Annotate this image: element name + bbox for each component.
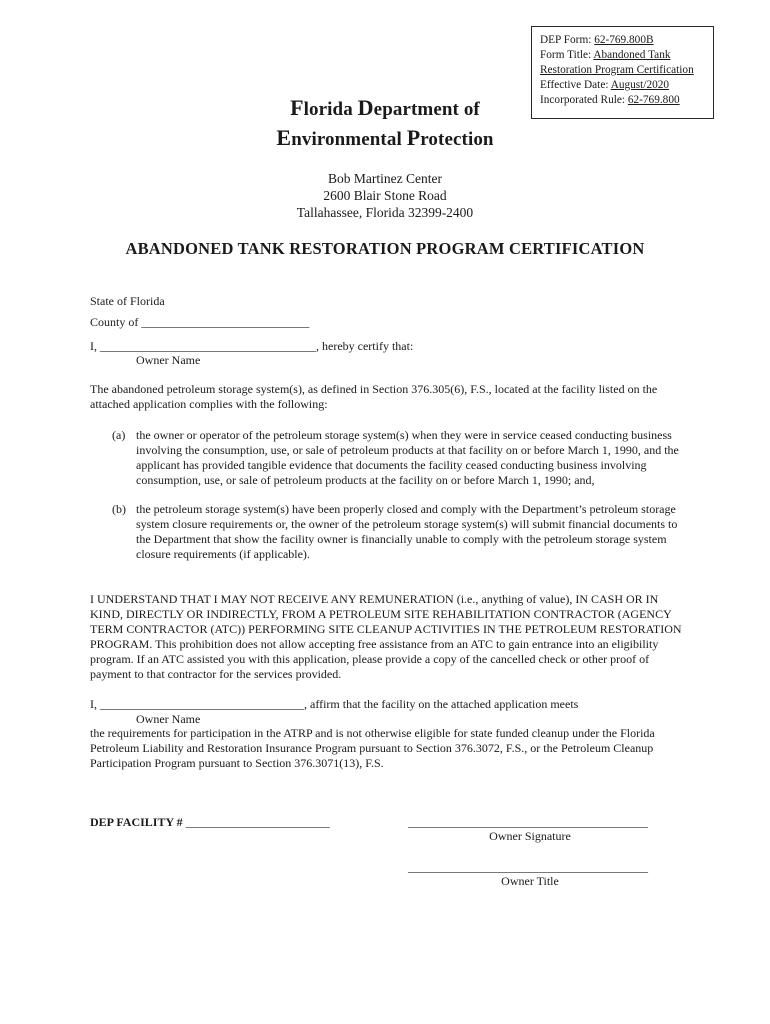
form-title-label: Form Title: xyxy=(540,49,594,61)
form-number-line xyxy=(540,33,713,48)
facility-number-label: DEP FACILITY # xyxy=(90,815,186,829)
list-item-text: the owner or operator of the petroleum storage system(s) when they were in service ceased conducting business involving the consumption, use, or sale of petroleum products at that facility on or before March 1, 1990, and the applicant has provided tangible evidence that documents the facility ceased conducting business involving consumption, use, or sale of petroleum products at the facility on or before March 1, 1990; and, xyxy=(136,428,679,487)
form-number-label: DEP Form: xyxy=(540,34,595,46)
list-item-b xyxy=(112,502,682,562)
address-line-3: Tallahassee, Florida 32399-2400 xyxy=(296,205,474,220)
form-title-line xyxy=(540,48,713,63)
incorporated-rule-value: 62-769.800 xyxy=(627,94,680,106)
agency-name-line-2: Environmental Protection xyxy=(276,125,494,150)
affirm-paragraph: the requirements for participation in the ATRP and is not otherwise eligible for state funded cleanup under the Florida Petroleum Liability and Restoration Insurance Program pursuant to Section 376.3072, F.S., or the Petroleum Cleanup Participation Program pursuant to Section 376.3071(13), F.S. xyxy=(90,726,655,770)
list-item-text: the petroleum storage system(s) have been properly closed and comply with the Department’s petroleum storage system closure requirements or, the owner of the petroleum storage system(s) will submit financial documents to the Department that show the facility owner is financially unable to comply with the petroleum storage system closure requirements (if applicable). xyxy=(136,502,678,561)
intro-paragraph: The abandoned petroleum storage system(s), as defined in Section 376.305(6), F.S., located at the facility listed on the attached application complies with the following: xyxy=(90,382,658,411)
affirm-owner-name-label: Owner Name xyxy=(136,712,201,726)
facility-number-blank[interactable]: ________________________ xyxy=(185,815,330,829)
owner-title-field[interactable]: ________________________________________ xyxy=(408,860,648,874)
county-field[interactable]: County of ____________________________ xyxy=(90,315,310,329)
form-title-value: Abandoned Tank xyxy=(593,49,671,61)
incorporated-rule-line xyxy=(540,93,713,108)
address-line-2: 2600 Blair Stone Road xyxy=(323,188,447,203)
incorporated-rule-label: Incorporated Rule: xyxy=(540,94,628,106)
form-title-value-2: Restoration Program Certification xyxy=(540,64,694,76)
list-item-a xyxy=(112,428,682,488)
form-number-value: 62-769.800B xyxy=(594,34,654,46)
owner-title-label: Owner Title xyxy=(501,874,559,888)
state-line: State of Florida xyxy=(90,294,165,308)
list-item-label: (b) xyxy=(112,502,126,516)
remuneration-notice: I UNDERSTAND THAT I MAY NOT RECEIVE ANY REMUNERATION (i.e., anything of value), IN CASH OR IN KIND, DIRECTLY OR INDIRECTLY, FROM A PETROLEUM SITE REHABILITATION CONTRACTOR (AGENCY TERM CONTRACTOR (ATC)) PERFORMING SITE CLEANUP ACTIVITIES IN THE PETROLEUM RESTORATION PROGRAM. This prohibition does not allow accepting free assistance from an ATC to gain entrance into an eligibility program. If an ATC assisted you with this application, please provide a copy of the cancelled check or other proof of payment to that contractor for the services provided. xyxy=(90,592,682,681)
address-line-1: Bob Martinez Center xyxy=(328,171,442,186)
owner-name-label: Owner Name xyxy=(136,353,201,367)
effective-date-line xyxy=(540,78,713,93)
facility-number-field[interactable] xyxy=(90,815,330,830)
owner-name-certify-field[interactable]: I, ____________________________________, hereby certify that: xyxy=(90,339,414,353)
list-item-label: (a) xyxy=(112,428,126,442)
effective-date-value: August/2020 xyxy=(610,79,670,91)
agency-name xyxy=(250,94,520,154)
form-info-box xyxy=(531,26,714,119)
form-title-line-2 xyxy=(540,63,713,78)
agency-name-line-1: Florida Department of xyxy=(290,95,480,120)
owner-signature-field[interactable]: ________________________________________ xyxy=(408,815,648,829)
owner-signature-label: Owner Signature xyxy=(489,829,571,843)
document-title: ABANDONED TANK RESTORATION PROGRAM CERTIFICATION xyxy=(125,239,645,258)
owner-name-affirm-field[interactable]: I, __________________________________, affirm that the facility on the attached application meets xyxy=(90,697,579,711)
effective-date-label: Effective Date: xyxy=(540,79,611,91)
agency-address xyxy=(235,170,535,221)
